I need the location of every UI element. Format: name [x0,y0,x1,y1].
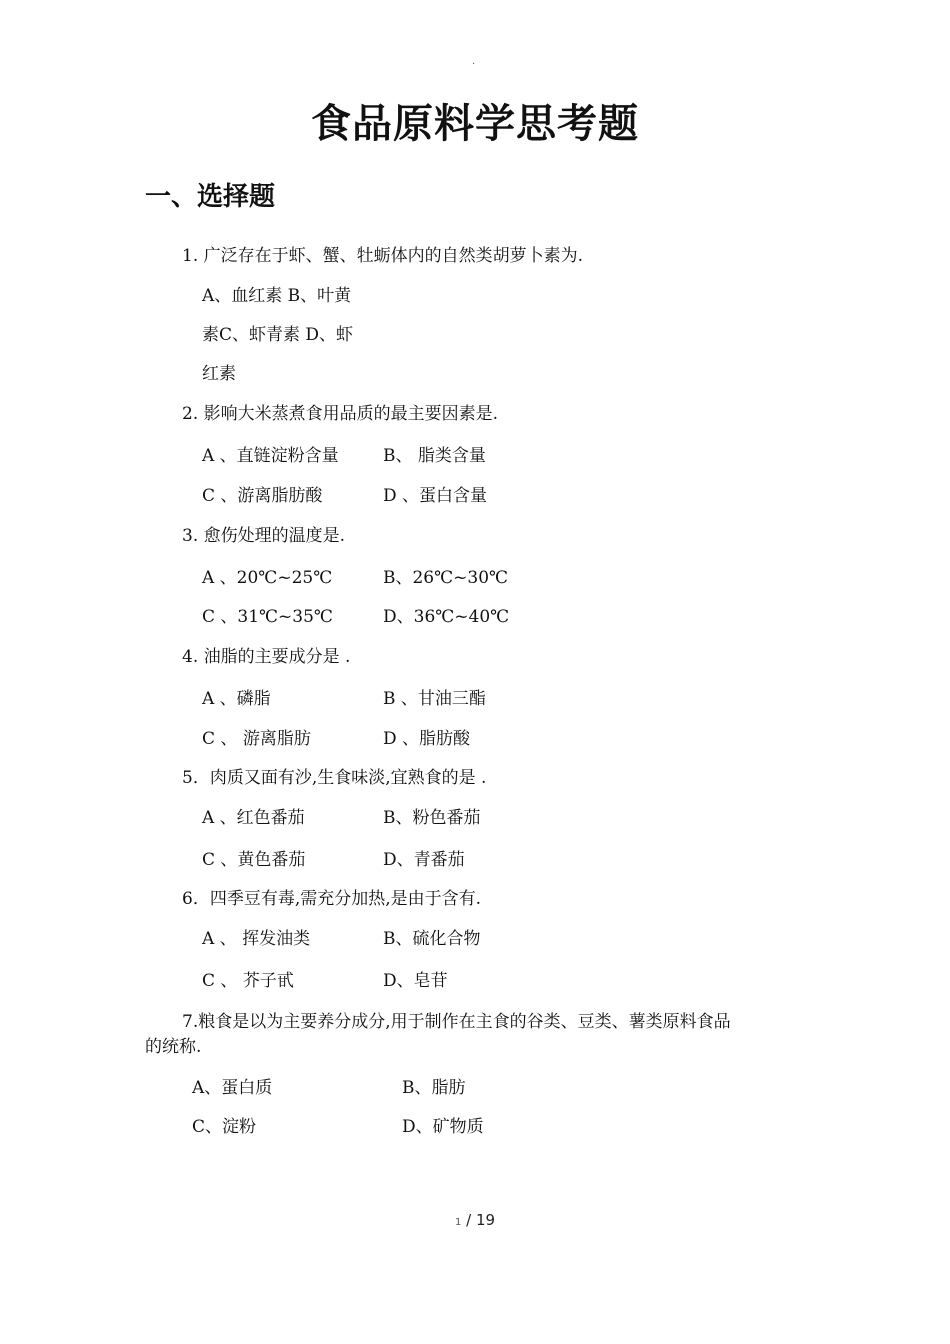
question-3-option-d: D、36℃~40℃ [383,607,510,627]
question-4-option-d: D 、脂肪酸 [383,729,471,749]
question-5-option-b: B、粉色番茄 [383,808,481,828]
question-4-stem: 4. 油脂的主要成分是 . [182,647,351,667]
page-footer [0,1211,950,1229]
question-6-option-b: B、硫化合物 [383,929,481,949]
question-1-option-line-3: 红素 [202,364,236,384]
question-3-stem: 3. 愈伤处理的温度是. [182,526,346,546]
question-5-option-d: D、青番茄 [383,850,465,870]
question-7-stem-line-2: 的统称. [145,1037,202,1057]
page-title: 食品原料学思考题 [311,101,639,147]
page-number-current: 1 [454,1217,462,1228]
question-2-option-a: A 、直链淀粉含量 [202,446,339,466]
question-1-option-line-1: A、血红素 B、叶黄 [202,286,352,306]
question-4-option-c: C 、 游离脂肪 [202,729,311,749]
question-6-option-d: D、皂苷 [383,971,448,991]
page-number-separator: / [466,1211,472,1229]
question-5-option-c: C 、黄色番茄 [202,850,306,870]
question-6-stem: 6．四季豆有毒,需充分加热,是由于含有. [182,889,482,909]
question-6-option-c: C 、 芥子甙 [202,971,294,991]
question-1-stem: 1. 广泛存在于虾、蟹、牡蛎体内的自然类胡萝卜素为. [182,246,584,266]
question-7-stem-line-1: 7.粮食是以为主要养分成分,用于制作在主食的谷类、豆类、薯类原料食品 [182,1012,731,1032]
question-7-option-d: D、矿物质 [402,1117,484,1137]
question-5-stem: 5．肉质又面有沙,生食味淡,宜熟食的是 . [182,768,487,788]
question-7-option-c: C、淀粉 [192,1117,257,1137]
question-3-option-b: B、26℃~30℃ [383,568,509,588]
question-6-option-a: A 、 挥发油类 [202,929,311,949]
question-4-option-b: B 、甘油三酯 [383,689,486,709]
question-1-option-line-2: 素C、虾青素 D、虾 [202,325,354,345]
question-2-option-c: C 、游离脂肪酸 [202,486,323,506]
section-title: 一、选择题 [145,182,276,212]
question-7-option-b: B、脂肪 [402,1078,466,1098]
header-mark: . [472,56,476,67]
question-2-stem: 2. 影响大米蒸煮食用品质的最主要因素是. [182,404,499,424]
question-5-option-a: A 、红色番茄 [202,808,305,828]
question-4-option-a: A 、磷脂 [202,689,271,709]
question-3-option-a: A 、20℃~25℃ [202,568,333,588]
question-2-option-d: D 、蛋白含量 [383,486,488,506]
question-3-option-c: C 、31℃~35℃ [202,607,333,627]
question-7-option-a: A、蛋白质 [192,1078,273,1098]
question-2-option-b: B、 脂类含量 [383,446,486,466]
page-number-total: 19 [475,1211,496,1229]
